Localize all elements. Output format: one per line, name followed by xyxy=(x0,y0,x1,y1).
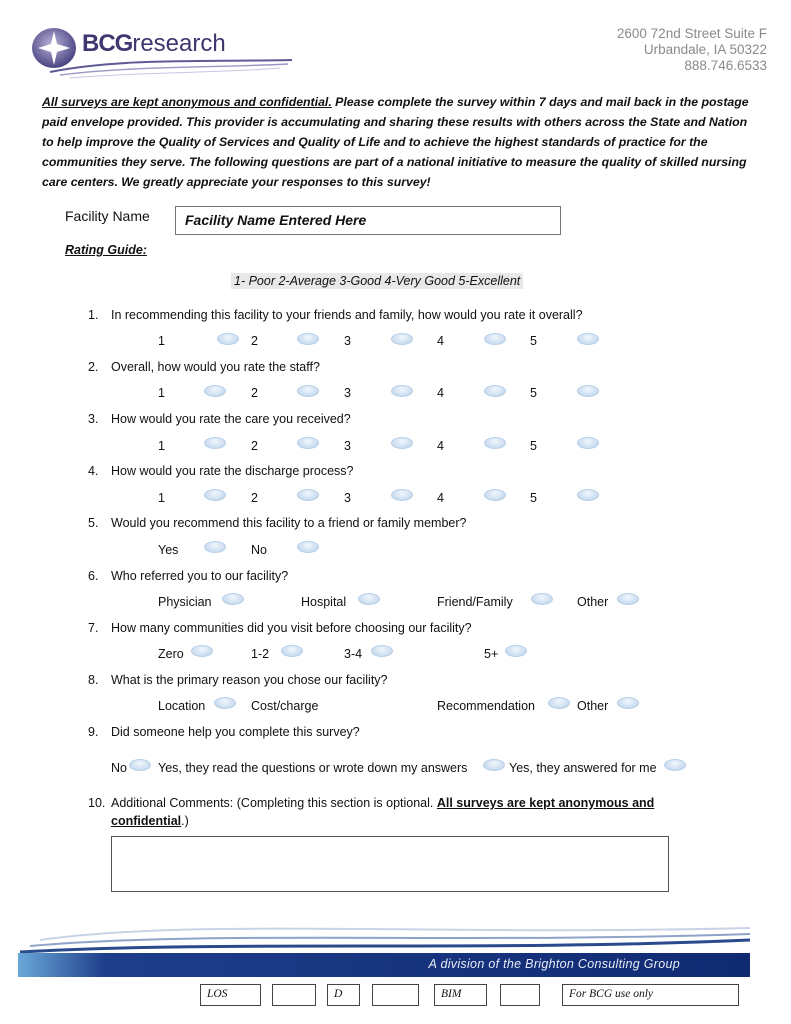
q4-option-label: 2 xyxy=(251,491,258,505)
q3-option-label: 2 xyxy=(251,439,258,453)
question-2-text: Overall, how would you rate the staff? xyxy=(111,360,320,374)
facility-name-label: Facility Name xyxy=(65,208,150,224)
q2-radio-1[interactable] xyxy=(204,385,226,397)
facility-name-field[interactable]: Facility Name Entered Here xyxy=(175,206,561,235)
rating-guide-scale: 1- Poor 2-Average 3-Good 4-Very Good 5-Excellent xyxy=(231,273,523,289)
q3-option-label: 5 xyxy=(530,439,537,453)
footer-division-text: A division of the Brighton Consulting Group xyxy=(428,957,680,971)
q7-radio-3-4[interactable] xyxy=(371,645,393,657)
q8-option-label: Recommendation xyxy=(437,699,535,713)
address-line-2: Urbandale, IA 50322 xyxy=(643,42,767,57)
q7-radio-zero[interactable] xyxy=(191,645,213,657)
bcg-field-d-value[interactable] xyxy=(372,984,419,1006)
q3-option-label: 1 xyxy=(158,439,165,453)
q3-radio-5[interactable] xyxy=(577,437,599,449)
question-10-text: Additional Comments: (Completing this section is optional. All surveys are kept anonymous and confidential.) xyxy=(111,796,655,828)
q7-option-label: Zero xyxy=(158,647,184,661)
q3-option-label: 4 xyxy=(437,439,444,453)
q7-option-label: 3-4 xyxy=(344,647,363,661)
q5-radio-yes[interactable] xyxy=(204,541,226,553)
q4-radio-3[interactable] xyxy=(391,489,413,501)
question-7-text: How many communities did you visit before choosing our facility? xyxy=(111,621,472,635)
q1-option-label: 3 xyxy=(344,334,351,348)
q1-option-label: 2 xyxy=(251,334,258,348)
q2-option-label: 2 xyxy=(251,386,258,400)
q2-option-label: 5 xyxy=(530,386,537,400)
q6-option-label: Physician xyxy=(158,595,212,609)
confidentiality-notice: All surveys are kept anonymous and confidential. xyxy=(42,95,332,109)
rating-guide-title: Rating Guide: xyxy=(65,243,147,257)
logo-wordmark: BCGresearch xyxy=(82,30,226,57)
q8-radio-location[interactable] xyxy=(214,697,236,709)
q9-radio-read-questions[interactable] xyxy=(483,759,505,771)
question-9-text: Did someone help you complete this survey? xyxy=(111,725,360,739)
bcg-field-d[interactable]: D xyxy=(327,984,360,1006)
q3-radio-4[interactable] xyxy=(484,437,506,449)
q2-radio-4[interactable] xyxy=(484,385,506,397)
intro-text: Please complete the survey within 7 days and mail back in the postage paid envelope provided. This provider is accumulating and sharing these results with others across the State and Nation to help improve the Quality of Services and Quality of Life and to achieve the highest standards of practice for the communities they serve. The following questions are part of a national initiative to measure the quality of skilled nursing care centers. We greatly appreciate your responses to this survey! xyxy=(42,95,749,189)
question-3-text: How would you rate the care you received? xyxy=(111,412,351,426)
q9-option-label: No xyxy=(111,761,127,775)
q2-option-label: 4 xyxy=(437,386,444,400)
q6-radio-other[interactable] xyxy=(617,593,639,605)
q8-option-label: Other xyxy=(577,699,609,713)
q8-option-label: Location xyxy=(158,699,206,713)
question-8-text: What is the primary reason you chose our facility? xyxy=(111,673,388,687)
q8-radio-recommendation[interactable] xyxy=(548,697,570,709)
question-5-text: Would you recommend this facility to a friend or family member? xyxy=(111,516,467,530)
q6-radio-physician[interactable] xyxy=(222,593,244,605)
q2-radio-2[interactable] xyxy=(297,385,319,397)
q7-radio-5-plus[interactable] xyxy=(505,645,527,657)
q2-option-label: 1 xyxy=(158,386,165,400)
q9-option-label: Yes, they answered for me xyxy=(509,761,657,775)
q7-option-label: 5+ xyxy=(484,647,499,661)
q4-radio-2[interactable] xyxy=(297,489,319,501)
bcg-field-bim-value[interactable] xyxy=(500,984,540,1006)
bcg-use-only-box: For BCG use only xyxy=(562,984,739,1006)
q2-radio-3[interactable] xyxy=(391,385,413,397)
q1-radio-5[interactable] xyxy=(577,333,599,345)
comments-textarea[interactable] xyxy=(111,836,669,892)
q6-option-label: Other xyxy=(577,595,609,609)
q1-radio-4[interactable] xyxy=(484,333,506,345)
bcg-field-bim[interactable]: BIM xyxy=(434,984,487,1006)
q1-option-label: 5 xyxy=(530,334,537,348)
q4-radio-5[interactable] xyxy=(577,489,599,501)
q2-option-label: 3 xyxy=(344,386,351,400)
q7-radio-1-2[interactable] xyxy=(281,645,303,657)
q6-radio-hospital[interactable] xyxy=(358,593,380,605)
q9-option-label: Yes, they read the questions or wrote down my answers xyxy=(158,761,468,775)
q1-radio-3[interactable] xyxy=(391,333,413,345)
q9-radio-no[interactable] xyxy=(129,759,151,771)
q3-option-label: 3 xyxy=(344,439,351,453)
phone-number: 888.746.6533 xyxy=(684,58,767,73)
q7-option-label: 1-2 xyxy=(251,647,270,661)
bcg-field-los[interactable]: LOS xyxy=(200,984,261,1006)
q1-option-label: 1 xyxy=(158,334,165,348)
question-4-text: How would you rate the discharge process? xyxy=(111,464,354,478)
q5-option-label: No xyxy=(251,543,267,557)
q1-option-label: 4 xyxy=(437,334,444,348)
bcg-logo xyxy=(30,22,300,84)
q4-option-label: 1 xyxy=(158,491,165,505)
q8-radio-other[interactable] xyxy=(617,697,639,709)
q3-radio-1[interactable] xyxy=(204,437,226,449)
intro-paragraph xyxy=(42,92,754,192)
q3-radio-3[interactable] xyxy=(391,437,413,449)
address-block xyxy=(617,26,767,74)
q6-option-label: Friend/Family xyxy=(437,595,513,609)
q5-radio-no[interactable] xyxy=(297,541,319,553)
q8-option-label: Cost/charge xyxy=(251,699,319,713)
footer-bar xyxy=(18,953,750,977)
q4-radio-4[interactable] xyxy=(484,489,506,501)
q4-option-label: 4 xyxy=(437,491,444,505)
question-6-text: Who referred you to our facility? xyxy=(111,569,289,583)
q6-option-label: Hospital xyxy=(301,595,347,609)
q1-radio-1[interactable] xyxy=(217,333,239,345)
q4-option-label: 5 xyxy=(530,491,537,505)
bcg-field-los-value[interactable] xyxy=(272,984,316,1006)
q3-radio-2[interactable] xyxy=(297,437,319,449)
q4-radio-1[interactable] xyxy=(204,489,226,501)
q6-radio-friend-family[interactable] xyxy=(531,593,553,605)
q4-option-label: 3 xyxy=(344,491,351,505)
question-1-text: In recommending this facility to your friends and family, how would you rate it overall? xyxy=(111,308,583,322)
q1-radio-2[interactable] xyxy=(297,333,319,345)
address-line-1: 2600 72nd Street Suite F xyxy=(616,26,767,41)
q5-option-label: Yes xyxy=(158,543,179,557)
q2-radio-5[interactable] xyxy=(577,385,599,397)
q9-radio-answered-for-me[interactable] xyxy=(664,759,686,771)
